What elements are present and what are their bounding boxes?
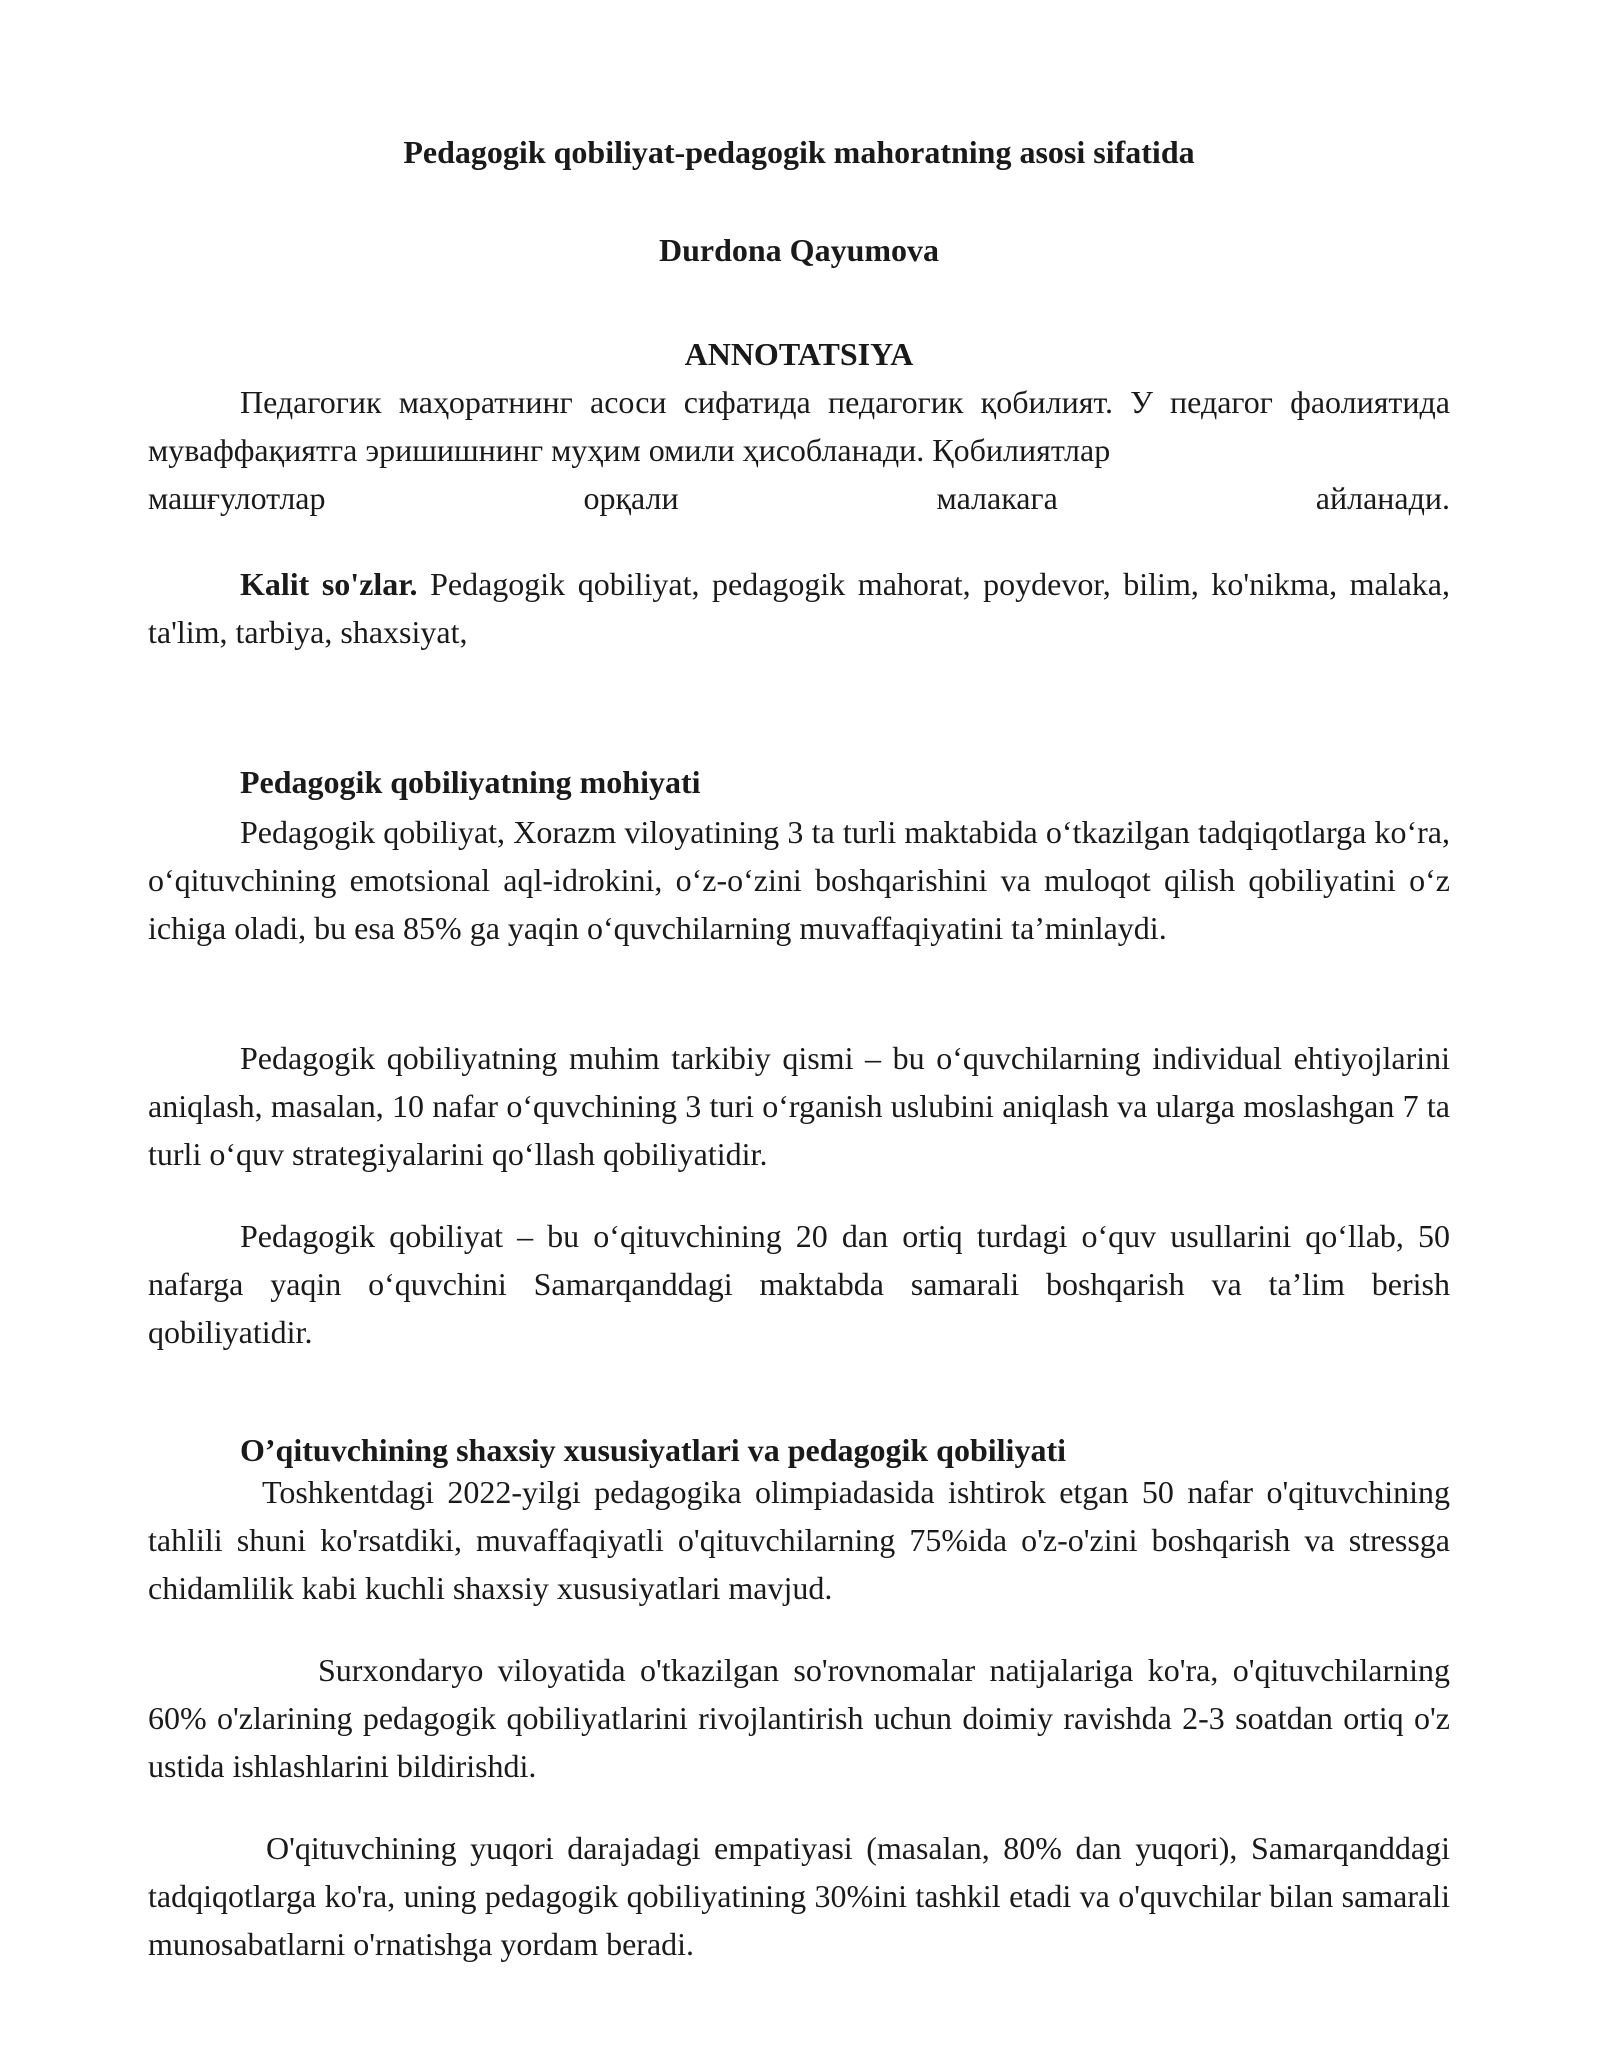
section2-paragraph-3: O'qituvchining yuqori darajadagi empatiyasi (masalan, 80% dan yuqori), Samarqanddagi tadqiqotlarga ko'ra, uning pedagogik qobiliyatining 30%ini tashkil etadi va o'quvchilar bilan samarali munosabatlarni o'rnatishga yordam beradi. bbox=[148, 1830, 1450, 1962]
keywords-paragraph bbox=[148, 560, 1450, 656]
section1-paragraph-2: Pedagogik qobiliyatning muhim tarkibiy qismi – bu oʻquvchilarning individual ehtiyojlarini aniqlash, masalan, 10 nafar oʻquvchining 3 turi oʻrganish uslubini aniqlash va ularga moslashgan 7 ta turli oʻquv strategiyalarini qoʻllash qobiliyatidir. bbox=[148, 1040, 1450, 1172]
document-page bbox=[148, 0, 1450, 2070]
section1-paragraph-1: Pedagogik qobiliyat, Xorazm viloyatining 3 ta turli maktabida oʻtkazilgan tadqiqotlarga koʻra, oʻqituvchining emotsional aql-idrokini, oʻz-oʻzini boshqarishini va muloqot qilish qobiliyatini oʻz ichiga oladi, bu esa 85% ga yaqin oʻquvchilarning muvaffaqiyatini taʼminlaydi. bbox=[148, 814, 1450, 946]
annotation-text-main: Педагогик маҳоратнинг асоси сифатида педагогик қобилият. У педагог фаолиятида муваффақиятга эришишнинг муҳим омили ҳисобланади. Қобилиятлар bbox=[148, 384, 1450, 468]
annotation-text-last: машғулотлар орқали малакага айланади. bbox=[148, 480, 1450, 516]
annotation-heading: ANNOTATSIYA bbox=[684, 336, 914, 372]
section2-paragraph-1: Toshkentdagi 2022-yilgi pedagogika olimpiadasida ishtirok etgan 50 nafar o'qituvchining tahlili shuni ko'rsatdiki, muvaffaqiyatli o'qituvchilarning 75%ida o'z-o'zini boshqarish va stressga chidamlilik kabi kuchli shaxsiy xususiyatlari mavjud. bbox=[148, 1474, 1450, 1606]
section1-heading: Pedagogik qobiliyatning mohiyati bbox=[240, 764, 701, 800]
author-name: Durdona Qayumova bbox=[658, 232, 940, 268]
section2-heading: O’qituvchining shaxsiy xususiyatlari va pedagogik qobiliyati bbox=[240, 1432, 1066, 1468]
section2-paragraph-2: Surxondaryo viloyatida o'tkazilgan so'rovnomalar natijalariga ko'ra, o'qituvchilarning 60% o'zlarining pedagogik qobiliyatlarini rivojlantirish uchun doimiy ravishda 2-3 soatdan ortiq o'z ustida ishlashlarini bildirishdi. bbox=[148, 1652, 1450, 1784]
document-title: Pedagogik qobiliyat-pedagogik mahoratning asosi sifatida bbox=[403, 134, 1195, 170]
section1-paragraph-3: Pedagogik qobiliyat – bu oʻqituvchining 20 dan ortiq turdagi oʻquv usullarini qoʻllab, 50 nafarga yaqin oʻquvchini Samarqanddagi maktabda samarali boshqarish va taʼlim berish qobiliyatidir. bbox=[148, 1218, 1450, 1350]
keywords-label: Kalit so'zlar. bbox=[240, 566, 418, 602]
keywords-text: Pedagogik qobiliyat, pedagogik mahorat, poydevor, bilim, ko'nikma, malaka, ta'lim, tarbiya, shaxsiyat, bbox=[148, 566, 1451, 650]
annotation-paragraph bbox=[148, 378, 1450, 522]
